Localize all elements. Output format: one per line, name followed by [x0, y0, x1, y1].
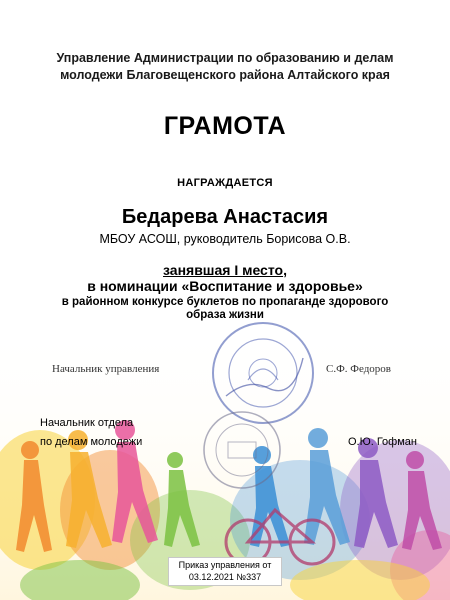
organization-line-1: Управление Администрации по образованию и делам: [56, 51, 394, 65]
document-title: ГРАМОТА: [163, 112, 287, 140]
place-line: [0, 262, 450, 278]
department-round-stamp: [200, 408, 284, 492]
nomination-text: в номинации «Воспитание и здоровье»: [87, 278, 363, 294]
order-line-2: 03.12.2021 №337: [188, 572, 262, 582]
head-title: Начальник управления: [52, 363, 160, 375]
contest-line-2: образа жизни: [186, 309, 264, 321]
place-suffix: ,: [283, 262, 287, 278]
recipient-name: Бедарева Анастасия: [121, 206, 329, 228]
department-title-line-2: по делам молодежи: [40, 436, 143, 448]
order-reference: [168, 557, 282, 586]
awarded-label: НАГРАЖДАЕТСЯ: [177, 177, 273, 189]
head-name: С.Ф. Федоров: [326, 363, 391, 375]
order-line-1: Приказ управления от: [178, 560, 272, 570]
contest-line-1: в районном конкурсе буклетов по пропаганде здорового: [61, 296, 389, 308]
department-title-line-1: Начальник отдела: [40, 417, 134, 429]
department-name: О.Ю. Гофман: [348, 436, 417, 448]
recipient-school: МБОУ АСОШ, руководитель Борисова О.В.: [99, 232, 351, 246]
organization-name: [0, 50, 450, 84]
organization-line-2: молодежи Благовещенского района Алтайского края: [60, 68, 390, 82]
place-text: занявшая I место: [163, 262, 284, 278]
